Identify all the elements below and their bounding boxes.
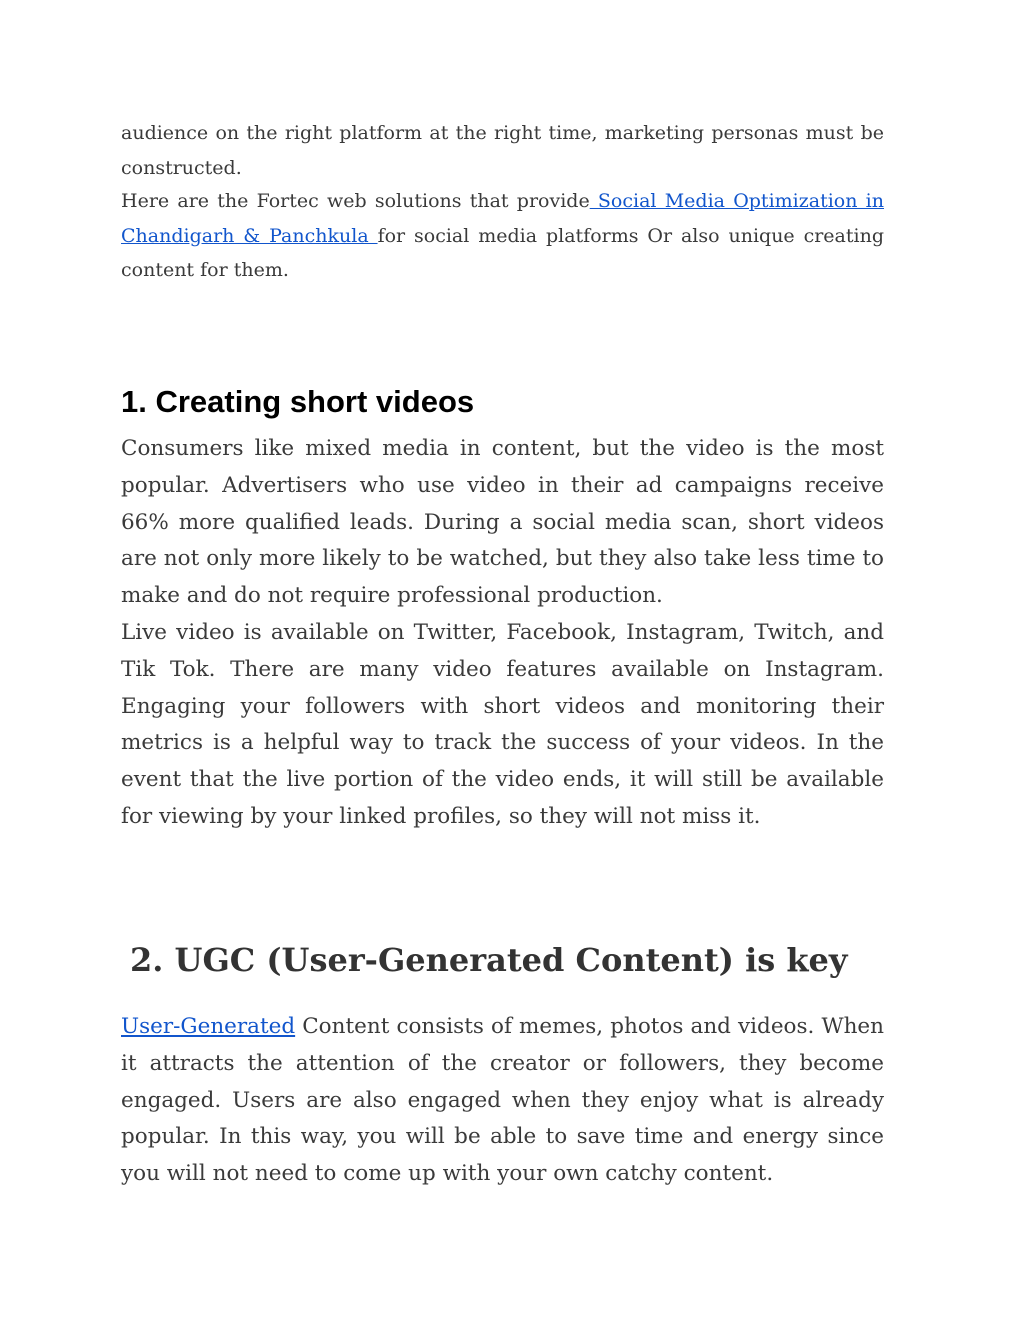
intro-paragraph-links	[121, 184, 884, 288]
section1-heading: 1. Creating short videos	[121, 384, 475, 419]
section2-text: Content consists of memes, photos and videos. When it attracts the attention of the creator or followers, they become engaged. Users are also engaged when they enjoy what is already popular. In this way, you will be able to save time and energy since you will not need to come up with your own catchy content.	[121, 1014, 884, 1187]
intro-prefix-text: Here are the Fortec web solutions that provide	[121, 190, 590, 212]
social-media-optimization-link[interactable]: Social Media Optimization in Chandigarh & Panchkula	[121, 190, 884, 247]
section2-paragraph	[121, 1009, 884, 1193]
section1-paragraph-1: Consumers like mixed media in content, but the video is the most popular. Advertisers who use video in their ad campaigns receive 66% more qualified leads. During a social media scan, short videos are not only more likely to be watched, but they also take less time to make and do not require professional production.	[121, 436, 884, 609]
intro-suffix-text: for social media platforms Or also unique creating content for them.	[121, 224, 884, 281]
intro-text: audience on the right platform at the right time, marketing personas must be constructed.	[121, 122, 884, 179]
user-generated-link[interactable]: User-Generated	[121, 1014, 296, 1039]
section2-heading: 2. UGC (User-Generated Content) is key	[130, 941, 848, 979]
section1-body	[121, 431, 884, 836]
intro-paragraph	[121, 116, 884, 185]
section1-paragraph-2: Live video is available on Twitter, Facebook, Instagram, Twitch, and Tik Tok. There are many video features available on Instagram. Engaging your followers with short videos and monitoring their metrics is a helpful way to track the success of your videos. In the event that the live portion of the video ends, it will still be available for viewing by your linked profiles, so they will not miss it.	[121, 619, 884, 829]
